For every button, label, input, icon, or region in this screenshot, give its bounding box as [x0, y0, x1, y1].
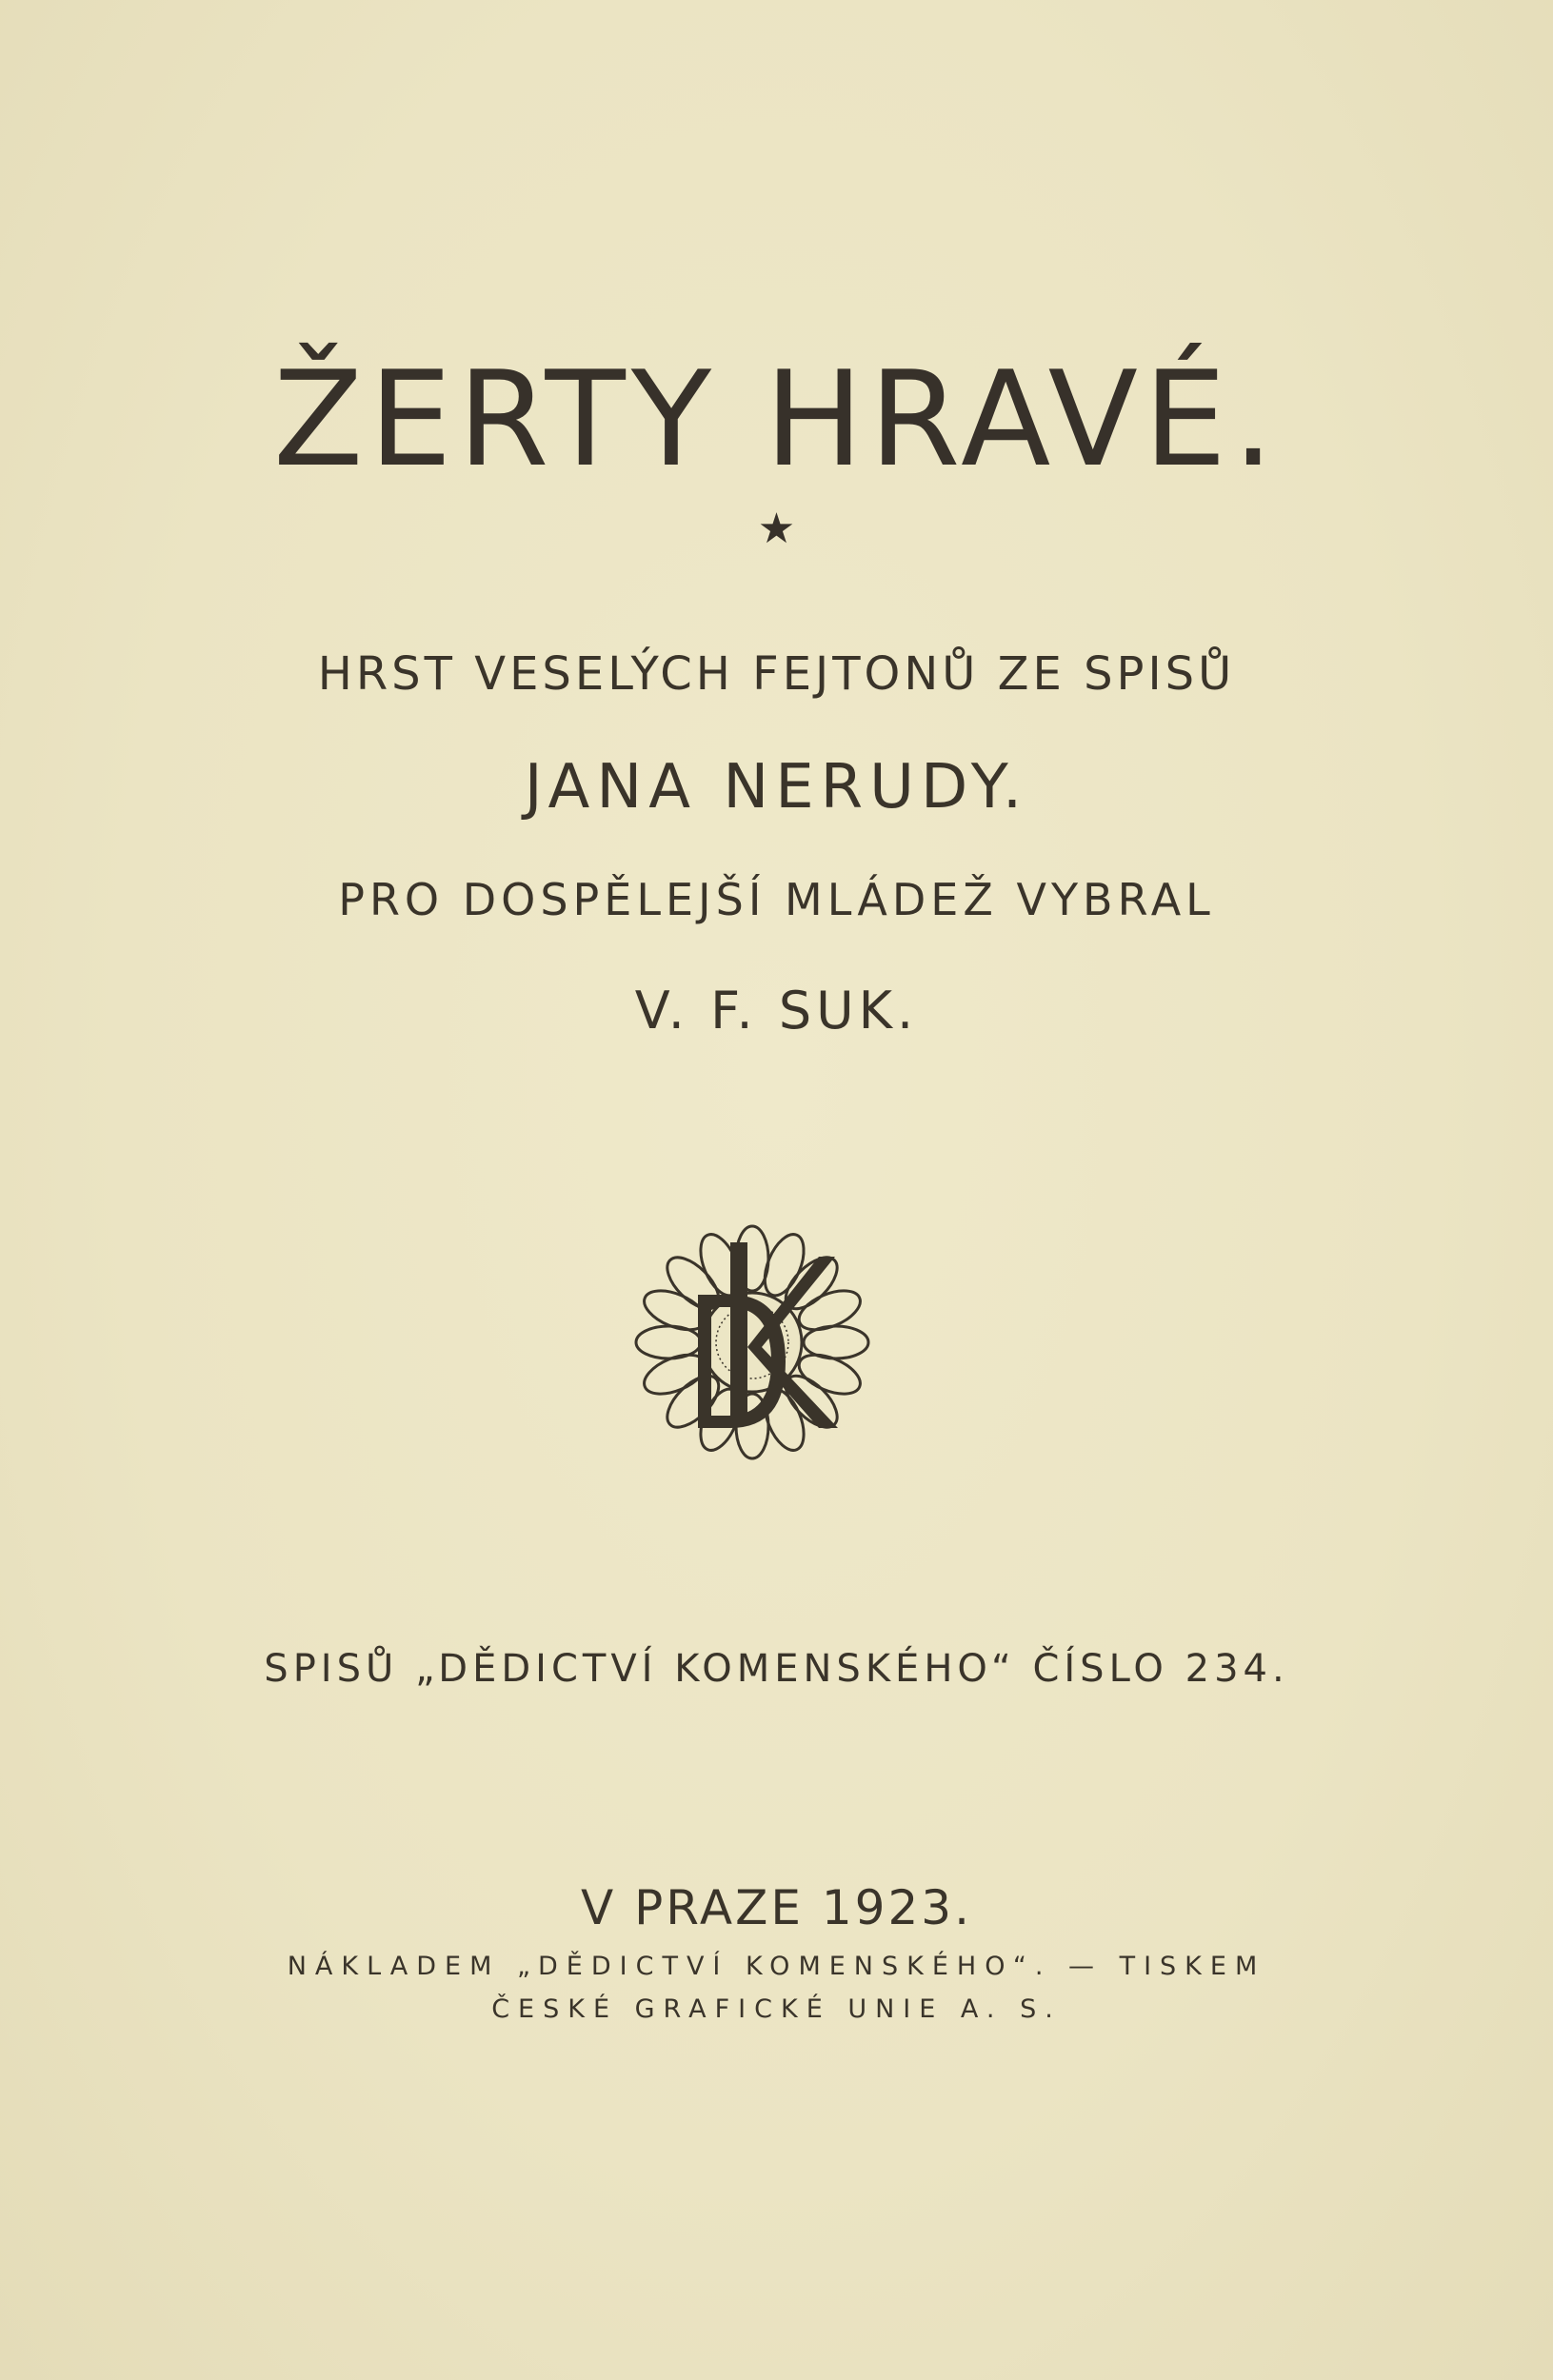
selection-note: PRO DOSPĚLEJŠÍ MLÁDEŽ VYBRAL	[338, 874, 1215, 925]
book-subtitle: HRST VESELÝCH FEJTONŮ ZE SPISŮ	[317, 647, 1236, 701]
book-title: ŽERTY HRAVÉ.	[272, 343, 1281, 496]
author-name: JANA NERUDY.	[524, 752, 1029, 823]
star-ornament-icon: ★	[757, 505, 796, 553]
publisher-monogram-icon	[624, 1204, 881, 1480]
publisher-line: NÁKLADEM „DĚDICTVÍ KOMENSKÉHO“. — TISKEM	[287, 1952, 1266, 1981]
place-year: V PRAZE 1923.	[580, 1880, 973, 1935]
printer-line: ČESKÉ GRAFICKÉ UNIE A. S.	[491, 1994, 1062, 2024]
series-note: SPISŮ „DĚDICTVÍ KOMENSKÉHO“ ČÍSLO 234.	[264, 1647, 1289, 1691]
editor-name: V. F. SUK.	[634, 981, 919, 1041]
